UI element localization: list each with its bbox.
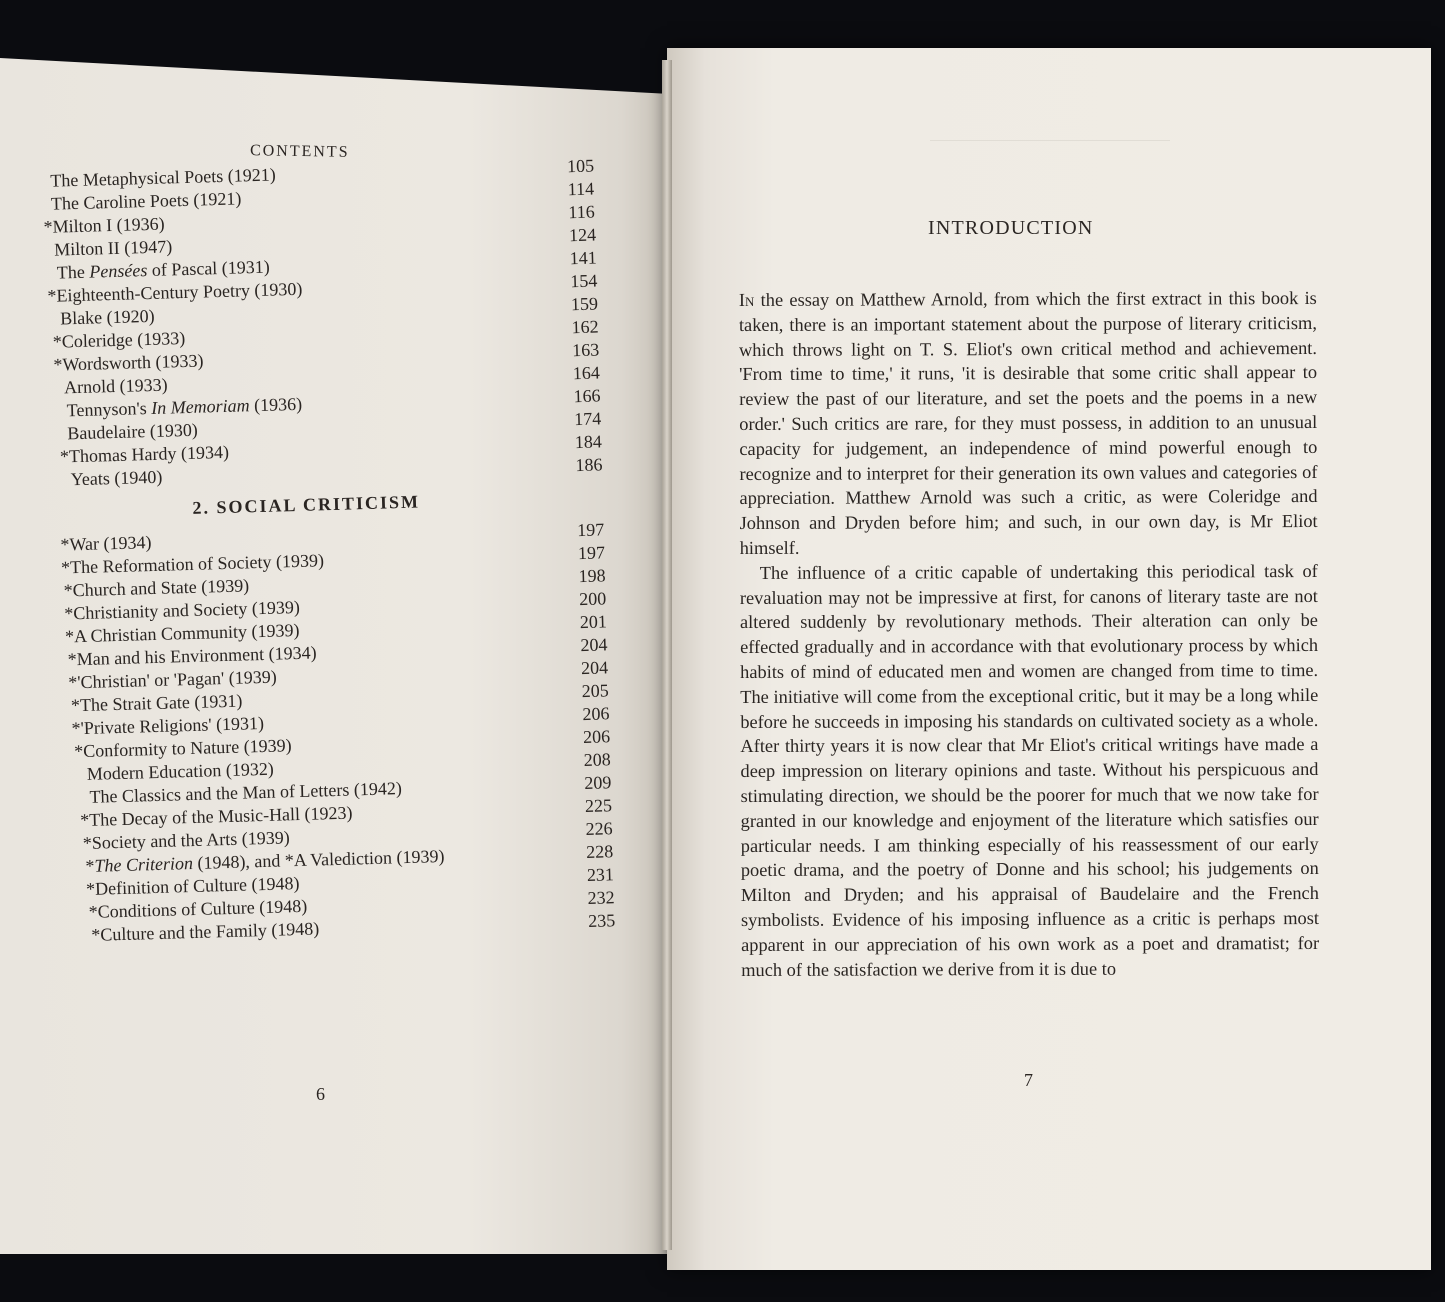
book-gutter (662, 60, 672, 1250)
toc-entry-title: *Wordsworth (1933) (53, 350, 204, 375)
toc-entry-title: *Christianity and Society (1939) (64, 596, 301, 624)
toc-entry-title: *'Christian' or 'Pagan' (1939) (68, 666, 277, 693)
toc-entry-page: 232 (587, 887, 615, 908)
toc-entry-title: *Society and the Arts (1939) (82, 827, 290, 854)
toc-entry-page: 204 (580, 634, 608, 656)
toc-entry-page: 164 (572, 362, 601, 384)
toc-entry-page: 159 (570, 293, 599, 315)
toc-entry-page: 197 (577, 542, 606, 564)
paragraph-1 (739, 286, 1318, 561)
toc-entry-page: 141 (569, 247, 597, 269)
toc-entry-title: The Caroline Poets (1921) (50, 188, 242, 214)
toc-entry-page: 166 (573, 385, 601, 407)
toc-entry-title: *Culture and the Family (1948) (91, 918, 320, 945)
toc-entry-page: 231 (586, 864, 615, 886)
toc-entry-title: The Metaphysical Poets (1921) (50, 164, 276, 191)
toc-entry-page: 154 (570, 270, 598, 292)
toc-entry-page: 228 (585, 841, 614, 863)
toc-entry-title: *Man and his Environment (1934) (67, 642, 317, 670)
toc-entry-title: *Conditions of Culture (1948) (88, 895, 308, 922)
toc-entry-page: 197 (576, 519, 605, 541)
toc-entry-title: *'Private Religions' (1931) (71, 712, 265, 739)
toc-entry-title: *Conformity to Nature (1939) (73, 735, 292, 762)
toc-entry-title: *Church and State (1939) (63, 575, 250, 601)
toc-entry-title: *The Decay of the Music-Hall (1923) (79, 802, 353, 831)
toc-entry-page: 174 (573, 408, 602, 430)
toc-entry-page: 186 (575, 454, 603, 476)
toc-entry-title: Tennyson's In Memoriam (1936) (66, 393, 303, 421)
toc-entry-page: 201 (579, 611, 608, 633)
toc-entry-page: 235 (587, 910, 616, 931)
toc-entry-title: *Thomas Hardy (1934) (59, 441, 230, 467)
toc-entry-title: The Classics and the Man of Letters (1942) (89, 778, 403, 807)
toc-entry-page: 200 (578, 588, 607, 610)
toc-entry-title: Yeats (1940) (70, 466, 163, 490)
show-through-mark (930, 140, 1170, 155)
paragraph-2: The influence of a critic capable of undertaking this periodical task of revaluation may not be impressive at first, for canons of literary taste are not altered suddenly by revolutionary methods. Their alteration can only be effected gradually and in accordance with that evolutionary process by which habits of mind of educated men and women are changed from time to time. The initiative will come from the exceptional critic, but it may be a long while before he succeeds in imposing his standards on cultivated society as a whole. After thirty years it is now clear that Mr Eliot's critical writings have made a deep impression on literary opinions and taste. Without his perspicuous and stimulating direction, we should be the poorer for much that we now take for granted in our knowledge and enjoyment of the literature which satisfies our particular needs. I am thinking especially of his reassessment of our early poetic drama, and the poetry of Donne and his school; his judgements on Milton and Dryden; and his appraisal of Baudelaire and the French symbolists. Evidence of his imposing influence as a critic is perhaps most apparent in our appreciation of his own work as a poet and dramatist; for much of the satisfaction we derive from it is due to (739, 560, 1320, 980)
toc-entry-page: 209 (584, 772, 612, 794)
toc-entry-title: Baudelaire (1930) (67, 419, 199, 444)
toc-entry-title: Modern Education (1932) (86, 758, 275, 784)
toc-entry-title: *A Christian Community (1939) (64, 619, 300, 647)
toc-entry-page: 204 (580, 657, 609, 679)
toc-entry-page: 162 (571, 316, 599, 338)
toc-entry-title: *War (1934) (60, 532, 152, 555)
toc-entry-page: 206 (582, 703, 610, 725)
toc-entry-title: *The Criterion (1948), and *A Valediction (1939) (85, 845, 445, 876)
toc-entry-page: 163 (571, 339, 600, 361)
page-number-right: 7 (1024, 1070, 1033, 1090)
running-head: CONTENTS (249, 142, 350, 161)
paragraph-1-lead: In (738, 289, 755, 311)
toc-entry-title: Milton II (1947) (53, 236, 173, 260)
toc-entry-title: *Coleridge (1933) (52, 328, 186, 352)
toc-entry-page: 206 (582, 726, 611, 748)
toc-entry-title: *Eighteenth-Century Poetry (1930) (47, 278, 303, 306)
toc-entry-title: *The Reformation of Society (1939) (60, 550, 325, 578)
introduction-body (739, 286, 1319, 982)
toc-entry-page: 114 (567, 178, 595, 200)
contents-list (40, 154, 641, 948)
toc-entry-page: 124 (568, 224, 597, 246)
toc-entry-page: 105 (566, 155, 595, 177)
toc-entry-page: 225 (584, 795, 613, 817)
section-heading: 2. SOCIAL CRITICISM (192, 491, 421, 518)
toc-entry-title: Blake (1920) (59, 305, 155, 329)
page-number-left: 6 (316, 1084, 325, 1104)
toc-entry-page: 184 (574, 431, 603, 453)
introduction-heading: INTRODUCTION (928, 217, 1094, 239)
toc-entry-page: 226 (585, 818, 613, 840)
toc-entry-title: *The Strait Gate (1931) (70, 690, 243, 716)
toc-entry-title: Arnold (1933) (63, 374, 168, 398)
toc-entry-page: 208 (583, 749, 611, 771)
toc-entry-title: The Pensées of Pascal (1931) (56, 256, 271, 283)
toc-entry-title: *Milton I (1936) (43, 213, 165, 237)
paragraph-1-text: the essay on Matthew Arnold, from which the first extract in this book is taken, there is an important statement about the purpose of literary criticism, which throws light on T. S. Eliot's own critical method and achievement. 'From time to time,' it runs, 'it is desirable that some critic shall appear to review the past of our literature, and set the poets and the poems in a new order.' Such critics are rare, for they must possess, in addition to an unusual capacity for judgement, an independence of mind powerful enough to recognize and to interpret for their generation its own values and categories of appreciation. Matthew Arnold was such a critic, as were Coleridge and Johnson and Dryden before him; and such, in our own day, is Mr Eliot himself. (738, 287, 1318, 558)
toc-entry-page: 198 (578, 565, 606, 587)
toc-entry-page: 116 (568, 201, 595, 223)
toc-entry-page: 205 (581, 680, 610, 702)
toc-entry-title: *Definition of Culture (1948) (85, 873, 300, 899)
